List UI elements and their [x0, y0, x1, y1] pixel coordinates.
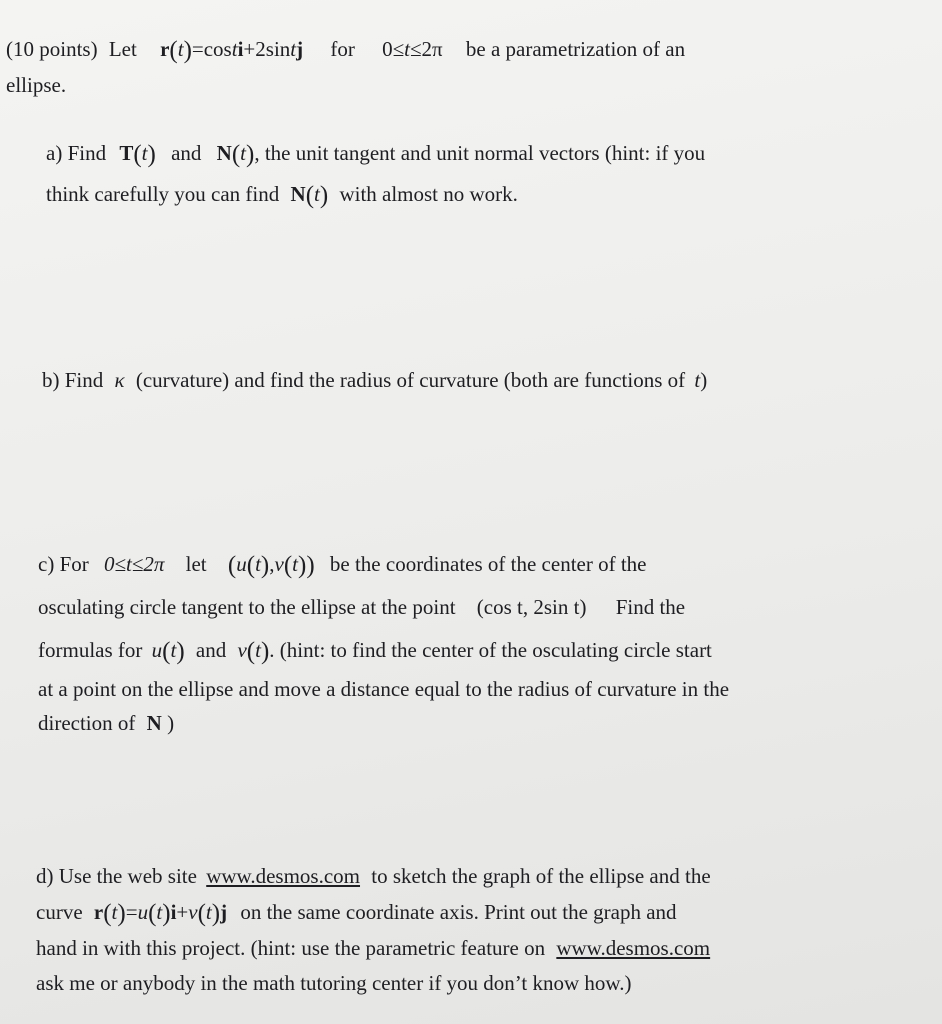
- part-c-line-1: c) For 0≤t≤2π let (u(t),v(t)) be the coordinates of the center of the: [38, 552, 647, 579]
- kappa-symbol: κ: [114, 368, 125, 392]
- part-a-line-1: a) Find T(t) and N(t), the unit tangent and unit normal vectors (hint: if you: [46, 141, 706, 168]
- position-vector: r(t)=costi+2sintj: [160, 37, 304, 64]
- part-a-line-2: think carefully you can find N(t) with almost no work.: [46, 182, 518, 209]
- param-range-c: 0≤t≤2π: [104, 552, 165, 576]
- unit-j: j: [296, 37, 304, 61]
- part-d-line-1: d) Use the web site www.desmos.com to sketch the graph of the ellipse and the: [36, 864, 711, 888]
- desmos-link[interactable]: www.desmos.com: [206, 864, 361, 888]
- points-label: (10 points): [6, 37, 98, 61]
- desmos-link-2[interactable]: www.desmos.com: [556, 936, 711, 960]
- unit-normal: N(t): [216, 141, 255, 168]
- formula-sin: +2sin: [243, 37, 291, 61]
- part-c-line-2: osculating circle tangent to the ellipse at the point (cos t, 2sin t) Find the: [38, 595, 686, 619]
- var-t: t: [177, 37, 184, 61]
- vector-r: r: [160, 37, 170, 61]
- part-d-line-3: hand in with this project. (hint: use the parametric feature on www.desmos.com: [36, 936, 711, 960]
- let-word: Let: [108, 37, 137, 61]
- part-c: [38, 545, 912, 742]
- part-d-line-2: curve r(t)=u(t)i+v(t)j on the same coordinate axis. Print out the graph and: [36, 900, 677, 927]
- curve-formula: r(t)=u(t)i+v(t)j: [93, 900, 228, 927]
- part-a: [46, 134, 906, 213]
- unit-i: i: [237, 37, 244, 61]
- part-c-line-5: direction of N ): [38, 711, 175, 735]
- part-c-line-4: at a point on the ellipse and move a distance equal to the radius of curvature in the: [38, 677, 730, 701]
- part-d: [36, 857, 922, 1002]
- for-word: for: [330, 37, 355, 61]
- ellipse-point: (cos t, 2sin t): [476, 595, 587, 619]
- center-coordinates: (u(t),v(t)): [227, 552, 315, 579]
- intro-line-1: [6, 30, 901, 68]
- part-b-line-1: b) Find κ (curvature) and find the radius of curvature (both are functions of t): [42, 368, 708, 392]
- formula-cos: =cos: [191, 37, 232, 61]
- intro-tail: be a parametrization of an: [465, 37, 686, 61]
- intro-paragraph: [6, 30, 901, 104]
- parameter-range: 0≤t≤2π: [382, 37, 443, 61]
- part-c-line-3: formulas for u(t) and v(t). (hint: to find the center of the osculating circle start: [38, 638, 712, 665]
- intro-line-2: ellipse.: [6, 73, 67, 97]
- part-d-line-4: ask me or anybody in the math tutoring center if you don’t know how.): [36, 971, 632, 995]
- unit-tangent: T(t): [119, 141, 156, 168]
- part-b: [42, 361, 902, 399]
